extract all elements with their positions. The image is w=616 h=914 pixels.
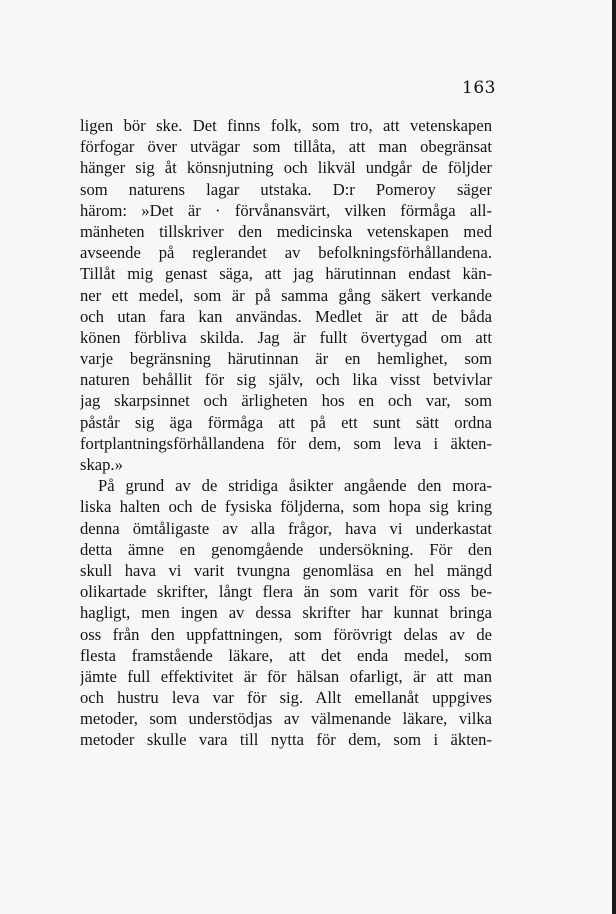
text-line: olikartade skrifter, långt flera än som varit för oss be-	[80, 582, 492, 602]
text-line: hagligt, men ingen av dessa skrifter har kunnat bringa	[80, 603, 492, 623]
text-line: oss från den uppfattningen, som förövrigt delas av de	[80, 624, 492, 644]
body-text	[80, 115, 492, 751]
text-line: metoder skulle vara till nytta för dem, som i äkten-	[80, 730, 492, 750]
text-line: påstår sig äga förmåga att på ett sunt sätt ordna	[80, 412, 492, 432]
text-line: skull hava vi varit tvungna genomläsa en hel mängd	[80, 560, 492, 580]
text-line: förfogar över utvägar som tillåta, att man obegränsat	[80, 137, 492, 157]
text-line: och hustru leva var för sig. Allt emellanåt uppgives	[80, 688, 492, 708]
text-line: hänger sig åt könsnjutning och likväl undgår de följder	[80, 158, 492, 178]
text-line: varje begränsning härutinnan är en hemlighet, som	[80, 349, 492, 369]
text-line: ligen bör ske. Det finns folk, som tro, att vetenskapen	[80, 116, 492, 135]
text-line: metoder, som understödjas av välmenande läkare, vilka	[80, 709, 492, 729]
text-line: avseende på reglerandet av befolkningsförhållandena.	[80, 243, 492, 263]
text-line: könen förbliva skilda. Jag är fullt övertygad om att	[80, 327, 492, 347]
text-line: jag skarpsinnet och ärligheten hos en och var, som	[80, 391, 492, 411]
text-line: jämte full effektivitet är för hälsan ofarligt, är att man	[80, 666, 492, 686]
text-line: naturen behållit för sig själv, och lika visst betvivlar	[80, 370, 492, 390]
text-line: ner ett medel, som är på samma gång säkert verkande	[80, 285, 492, 305]
text-line: fortplantningsförhållandena för dem, som leva i äkten-	[80, 433, 492, 453]
text-line: Tillåt mig genast säga, att jag härutinnan endast kän-	[80, 264, 492, 284]
text-line: och utan fara kan användas. Medlet är att de båda	[80, 306, 492, 326]
text-line: skap.»	[80, 455, 123, 474]
text-line: detta ämne en genomgående undersökning. För den	[80, 539, 492, 559]
text-line: flesta framstående läkare, att det enda medel, som	[80, 645, 492, 665]
text-line: mänheten tillskriver den medicinska vetenskapen med	[80, 221, 492, 241]
text-line: liska halten och de fysiska följderna, som hopa sig kring	[80, 497, 492, 517]
text-line: denna ömtåligaste av alla frågor, hava vi underkastat	[80, 518, 492, 538]
text-line: härom: »Det är · förvånansvärt, vilken förmåga all-	[80, 200, 492, 220]
text-line: som naturens lagar utstaka. D:r Pomeroy säger	[80, 179, 492, 199]
scan-edge	[612, 0, 616, 914]
text-line: På grund av de stridiga åsikter angående den mora-	[98, 476, 492, 496]
page-number: 163	[462, 78, 496, 98]
